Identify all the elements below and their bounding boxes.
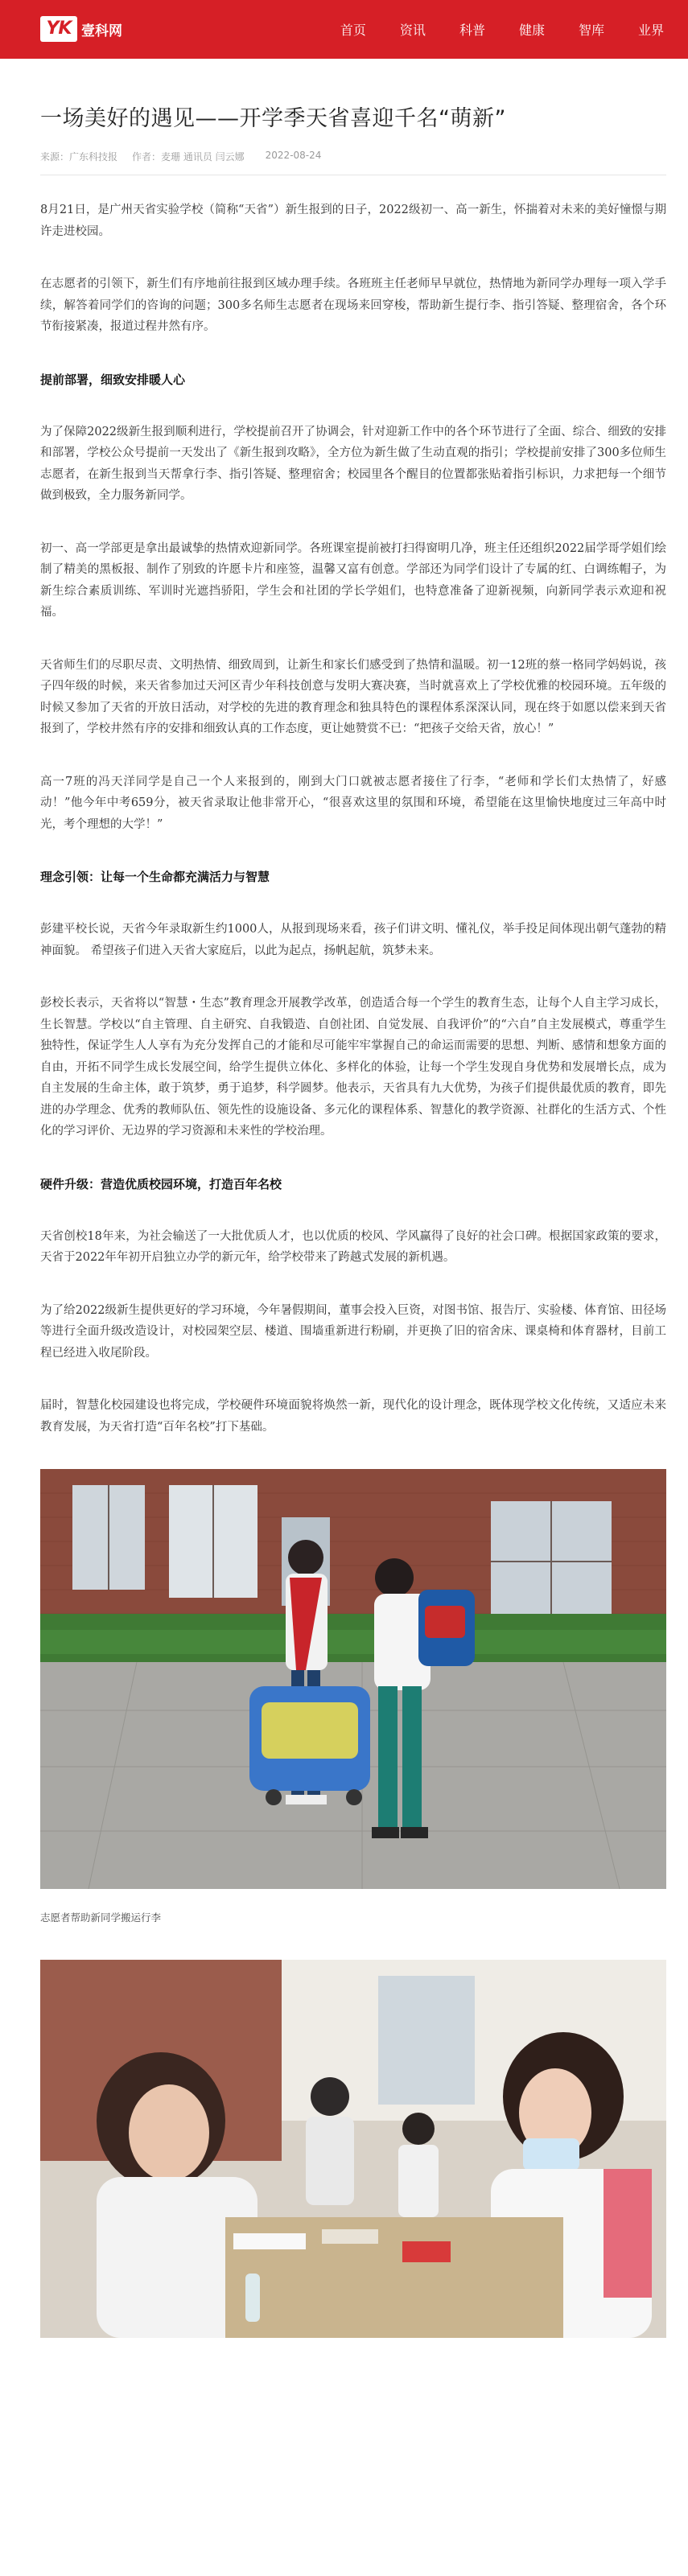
article-meta <box>40 150 666 163</box>
section-heading: 提前部署，细致安排暖人心 <box>40 372 186 387</box>
nav-item-health[interactable]: 健康 <box>518 23 545 38</box>
photo-caption: 志愿者帮助新同学搬运行李 <box>40 1911 162 1924</box>
section-heading: 硬件升级：营造优质校园环境，打造百年名校 <box>40 1176 282 1191</box>
paragraph: 天省创校18年来，为社会输送了一大批优质人才，也以优质的校风、学风赢得了良好的社会口碑。根据国家政策的要求，天省于2022年年初开启独立办学的新元年，给学校带来了跨越式发展的新机遇。 <box>40 1229 666 1264</box>
logo-name: 壹科网 <box>81 23 122 39</box>
article <box>40 103 666 2359</box>
site-logo[interactable] <box>40 14 122 43</box>
article-photo-registration-desk <box>40 1960 666 2338</box>
article-body <box>40 200 666 2338</box>
nav-item-industry[interactable]: 业界 <box>637 23 664 38</box>
article-title: 一场美好的遇见——开学季天省喜迎千名“萌新” <box>40 106 506 131</box>
article-source: 来源：广东科技报 <box>40 151 118 163</box>
paragraph: 彭校长表示，天省将以“智慧・生态”教育理念开展教学改革，创造适合每一个学生的教育生态，让每个人自主学习成长，生长智慧。学校以“自主管理、自主研究、自我锻造、自创社团、自觉发展、自我评价”的“六自”自主发展模式，尊重学生独特性，保证学生人人享有为充分发挥自己的才能和尽可能牢牢掌握自己的命运而需要的思想、判断、感情和想象方面的自由，开拓不同学生成长发展空间，给学生提供立体化、多样化的体验，让每一个学生发现自身优势和发展增长点，成为自主发展的生命主体，敢于筑梦，勇于追梦，科学圆梦。他表示，天省具有九大优势，为孩子们提供最优质的教育，即先进的办学理念、优秀的教师队伍、领先性的设施设备、多元化的课程体系、智慧化的教学资源、社群化的生活方式、个性化的学习评价、无边界的学习资源和未来性的学校治理。 <box>40 997 666 1138</box>
paragraph: 天省师生们的尽职尽责、文明热情、细致周到，让新生和家长们感受到了热情和温暖。初一12班的蔡一格同学妈妈说，孩子四年级的时候，来天省参加过天河区青少年科技创意与发明大赛决赛，当时就喜欢上了学校优雅的校园环境。五年级的时候又参加了天省的开放日活动，对学校的先进的教育理念和独具特色的课程体系深深认同，现在终于如愿以偿来到天省报到了，学校井然有序的安排和细致认真的工作态度，更让她赞赏不已：“把孩子交给天省，放心！” <box>40 658 666 735</box>
logo-badge: YK <box>40 16 77 42</box>
article-author: 作者：麦珊 通讯员 闫云娜 <box>132 151 245 163</box>
paragraph: 在志愿者的引领下，新生们有序地前往报到区域办理手续。各班班主任老师早早就位，热情地为新同学办理每一项入学手续，解答着同学们的咨询的问题；300多名师生志愿者在现场来回穿梭，帮助新生提行李、指引答疑、整理宿舍，各个环节衔接紧凑，报道过程井然有序。 <box>40 278 666 333</box>
nav-item-home[interactable]: 首页 <box>340 23 366 38</box>
photo-illustration <box>40 1469 666 1889</box>
paragraph: 彭建平校长说，天省今年录取新生约1000人，从报到现场来看，孩子们讲文明、懂礼仪，举手投足间体现出朝气蓬勃的精神面貌。 希望孩子们进入天省大家庭后，以此为起点，扬帆起航，筑梦未来。 <box>40 923 666 957</box>
paragraph: 为了给2022级新生提供更好的学习环境，今年暑假期间，董事会投入巨资，对图书馆、报告厅、实验楼、体育馆、田径场等进行全面升级改造设计，对校园架空层、楼道、围墙重新进行粉刷，并更换了旧的宿舍床、课桌椅和体育器材，目前工程已经进入收尾阶段。 <box>40 1303 666 1360</box>
nav-item-news[interactable]: 资讯 <box>399 23 426 38</box>
top-navigation-bar <box>0 0 688 59</box>
article-date: 2022-08-24 <box>265 150 322 161</box>
paragraph: 为了保障2022级新生报到顺利进行，学校提前召开了协调会，针对迎新工作中的各个环节进行了全面、综合、细致的安排和部署，学校公众号提前一天发出了《新生报到攻略》，全方位为新生做了生动直观的指引；学校提前安排了300多位师生志愿者，在新生报到当天帮拿行李、指引答疑、整理宿舍；校园里各个醒目的位置都张贴着指引标识，力求把每一个细节做到极致，全力服务新同学。 <box>40 425 666 502</box>
paragraph: 8月21日，是广州天省实验学校（简称“天省”）新生报到的日子，2022级初一、高一新生，怀揣着对未来的美好憧憬与期许走进校园。 <box>40 204 666 238</box>
main-nav <box>307 0 664 59</box>
nav-item-thinktank[interactable]: 智库 <box>578 23 604 38</box>
nav-item-science[interactable]: 科普 <box>459 23 485 38</box>
article-photo-volunteers-luggage <box>40 1469 666 1889</box>
paragraph: 届时，智慧化校园建设也将完成，学校硬件环境面貌将焕然一新，现代化的设计理念，既体现学校文化传统，又适应未来教育发展，为天省打造“百年名校”打下基础。 <box>40 1399 666 1434</box>
photo-illustration <box>40 1960 666 2338</box>
section-heading: 理念引领：让每一个生命都充满活力与智慧 <box>40 870 270 884</box>
paragraph: 高一7班的冯天洋同学是自己一个人来报到的，刚到大门口就被志愿者接住了行李，“老师和学长们太热情了，好感动！”他今年中考659分，被天省录取让他非常开心，“很喜欢这里的氛围和环境，希望能在这里愉快地度过三年高中时光，考个理想的大学！” <box>40 775 666 831</box>
paragraph: 初一、高一学部更是拿出最诚挚的热情欢迎新同学。各班课室提前被打扫得窗明几净，班主任还组织2022届学哥学姐们绘制了精美的黑板报、制作了别致的许愿卡片和座签，温馨又富有创意。学部还为同学们设计了专属的红、白调练帽子，为新生综合素质训练、军训时光遮挡骄阳，学生会和社团的学长学姐们，也特意准备了迎新视频，向新同学表示欢迎和祝福。 <box>40 541 666 619</box>
